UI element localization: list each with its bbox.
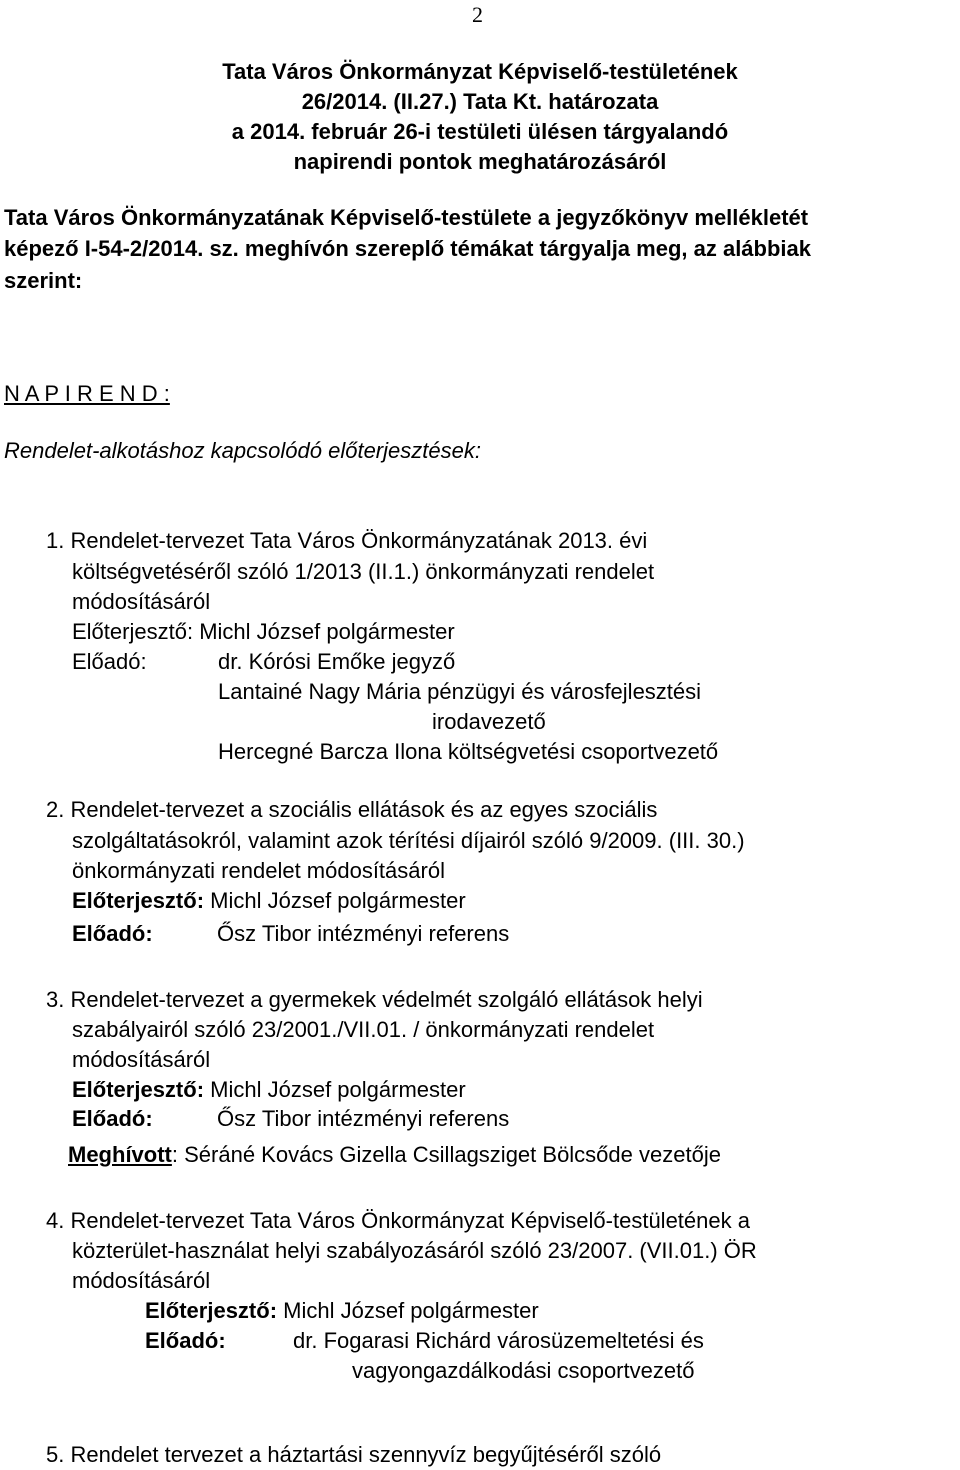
item-3-eloterjeszto — [72, 1075, 466, 1105]
item-1-eloado-4: Hercegné Barcza Ilona költségvetési csoportvezető — [218, 739, 719, 764]
header-line-4: napirendi pontok meghatározásáról — [293, 149, 667, 174]
item-4-eloado-label: Előadó: — [145, 1328, 226, 1353]
item-1-eloado-label: Előadó: — [72, 649, 147, 674]
item-1-eloado-3: irodavezető — [432, 709, 546, 734]
intro-line-1: Tata Város Önkormányzatának Képviselő-testülete a jegyzőkönyv mellékletét — [4, 205, 809, 230]
eloterjeszto-label: Előterjesztő: — [145, 1298, 278, 1323]
item-4-line-2: közterület-használat helyi szabályozásáról szóló 23/2007. (VII.01.) ÖR — [72, 1238, 757, 1263]
eloterjeszto-value: Michl József polgármester — [210, 1077, 466, 1102]
eloterjeszto-value: Michl József polgármester — [199, 619, 455, 644]
eloterjeszto-label: Előterjesztő: — [72, 1077, 205, 1102]
header-line-2: 26/2014. (II.27.) Tata Kt. határozata — [301, 89, 659, 114]
napirend-title: N A P I R E N D : — [4, 381, 170, 406]
header-line-1: Tata Város Önkormányzat Képviselő-testületének — [222, 59, 738, 84]
eloterjeszto-value: Michl József polgármester — [283, 1298, 539, 1323]
item-3-meghivott — [68, 1140, 721, 1170]
item-2-line-2: szolgáltatásokról, valamint azok térítési díjairól szóló 9/2009. (III. 30.) — [72, 828, 745, 853]
item-2-eloterjeszto — [72, 886, 466, 916]
header-line-3: a 2014. február 26-i testületi ülésen tárgyalandó — [231, 119, 729, 144]
item-3-line-2: szabályairól szóló 23/2001./VII.01. / önkormányzati rendelet — [72, 1017, 655, 1042]
item-1-eloado-2: Lantainé Nagy Mária pénzügyi és városfejlesztési — [218, 679, 702, 704]
item-3-line-3: módosításáról — [72, 1047, 211, 1072]
item-3-eloado-1: Ősz Tibor intézményi referens — [217, 1106, 510, 1131]
page-number: 2 — [472, 2, 483, 27]
item-5-line-1: 5. Rendelet tervezet a háztartási szennyvíz begyűjtéséről szóló — [46, 1442, 662, 1467]
item-4-line-1: 4. Rendelet-tervezet Tata Város Önkormányzat Képviselő-testületének a — [46, 1208, 750, 1233]
item-4-eloterjeszto — [145, 1296, 539, 1326]
intro-line-3: szerint: — [4, 268, 83, 293]
item-2-line-3: önkormányzati rendelet módosításáról — [72, 858, 445, 883]
item-1-eloterjeszto — [72, 617, 455, 647]
eloterjeszto-label: Előterjesztő: — [72, 619, 194, 644]
meghivott-value: : Séráné Kovács Gizella Csillagsziget Bölcsőde vezetője — [171, 1142, 721, 1167]
eloterjeszto-value: Michl József polgármester — [210, 888, 466, 913]
item-4-eloado-2: vagyongazdálkodási csoportvezető — [352, 1358, 695, 1383]
item-1-line-3: módosításáról — [72, 589, 211, 614]
item-1-line-2: költségvetéséről szóló 1/2013 (II.1.) önkormányzati rendelet — [72, 559, 655, 584]
meghivott-label: Meghívott — [68, 1142, 172, 1167]
item-2-line-1: 2. Rendelet-tervezet a szociális ellátások és az egyes szociális — [46, 797, 658, 822]
item-2-eloado-1: Ősz Tibor intézményi referens — [217, 921, 510, 946]
item-4-line-3: módosításáról — [72, 1268, 211, 1293]
item-4-eloado-1: dr. Fogarasi Richárd városüzemeltetési és — [293, 1328, 704, 1353]
eloterjeszto-label: Előterjesztő: — [72, 888, 205, 913]
item-3-line-1: 3. Rendelet-tervezet a gyermekek védelmét szolgáló ellátások helyi — [46, 987, 703, 1012]
section-title: Rendelet-alkotáshoz kapcsolódó előterjesztések: — [4, 438, 481, 463]
item-1-eloado-1: dr. Kórósi Emőke jegyző — [218, 649, 456, 674]
item-2-eloado-label: Előadó: — [72, 921, 153, 946]
item-1-line-1: 1. Rendelet-tervezet Tata Város Önkormányzatának 2013. évi — [46, 528, 648, 553]
intro-line-2: képező I-54-2/2014. sz. meghívón szereplő témákat tárgyalja meg, az alábbiak — [4, 236, 812, 261]
item-3-eloado-label: Előadó: — [72, 1106, 153, 1131]
